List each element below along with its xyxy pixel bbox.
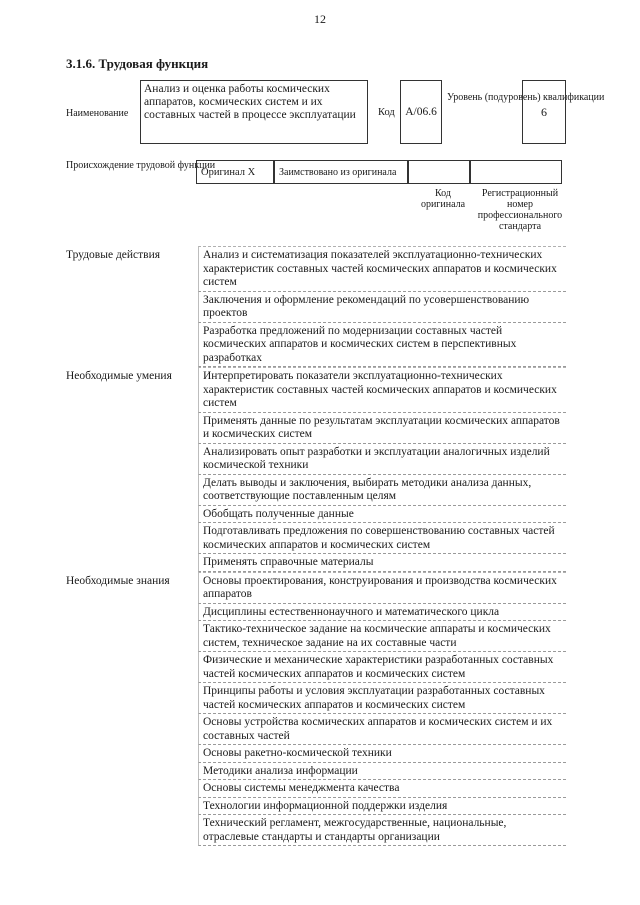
list-item: Делать выводы и заключения, выбирать методики анализа данных, соответствующие поставленным целям xyxy=(198,475,566,506)
section-labor-actions xyxy=(66,246,566,367)
origin-regnum-cell xyxy=(470,160,562,184)
list-item: Применять данные по результатам эксплуатации космических аппаратов и космических систем xyxy=(198,413,566,444)
list-item: Заключения и оформление рекомендаций по усовершенствованию проектов xyxy=(198,292,566,323)
list-item: Применять справочные материалы xyxy=(198,554,566,572)
list-item: Методики анализа информации xyxy=(198,763,566,781)
origin-code-cell xyxy=(408,160,470,184)
function-details xyxy=(66,246,566,846)
list-item: Физические и механические характеристики разработанных составных частей космических аппаратов и космических систем xyxy=(198,652,566,683)
list-item: Основы ракетно-космической техники xyxy=(198,745,566,763)
list-item: Подготавливать предложения по совершенствованию составных частей космических аппаратов и космических систем xyxy=(198,523,566,554)
code-value: А/06.6 xyxy=(400,80,442,144)
list-item: Технический регламент, межгосударственные, национальные, отраслевые стандарты и стандарты организации xyxy=(198,815,566,846)
list-item: Основы системы менеджмента качества xyxy=(198,780,566,798)
list-item: Дисциплины естественнонаучного и математического цикла xyxy=(198,604,566,622)
section-required-skills xyxy=(66,367,566,572)
list-item: Обобщать полученные данные xyxy=(198,506,566,524)
code-label: Код xyxy=(378,107,395,118)
section-title: 3.1.6. Трудовая функция xyxy=(66,56,209,71)
list-item: Разработка предложений по модернизации составных частей космических аппаратов и космических систем в перспективных разработках xyxy=(198,323,566,368)
origin-original-cell: Оригинал Х xyxy=(196,160,274,184)
origin-row xyxy=(196,160,562,184)
section-required-knowledge xyxy=(66,572,566,847)
name-label: Наименование xyxy=(66,108,129,119)
list-item: Основы устройства космических аппаратов и космических систем и их составных частей xyxy=(198,714,566,745)
name-value: Анализ и оценка работы космических аппаратов, космических систем и их составных частей в процессе эксплуатации xyxy=(140,80,368,144)
list-item: Анализ и систематизация показателей эксплуатационно-технических характеристик составных частей космических аппаратов и космических систем xyxy=(198,246,566,292)
list-item: Анализировать опыт разработки и эксплуатации аналогичных изделий космической техники xyxy=(198,444,566,475)
list-item: Принципы работы и условия эксплуатации разработанных составных частей космических аппаратов и космических систем xyxy=(198,683,566,714)
registration-number-caption: Регистрационный номер профессионального стандарта xyxy=(477,188,563,232)
section-label: Необходимые знания xyxy=(66,574,170,587)
section-label: Трудовые действия xyxy=(66,249,161,261)
list-item: Основы проектирования, конструирования и производства космических аппаратов xyxy=(198,572,566,604)
origin-label: Происхождение трудовой функции xyxy=(66,160,216,171)
page-number: 12 xyxy=(314,12,326,26)
list-item: Технологии информационной поддержки изделия xyxy=(198,798,566,816)
level-label: Уровень (подуровень) квалификации xyxy=(447,92,605,103)
level-value: 6 xyxy=(522,80,566,144)
list-item: Интерпретировать показатели эксплуатационно-технических характеристик составных частей космических аппаратов и космических систем xyxy=(198,367,566,413)
origin-borrowed-cell: Заимствовано из оригинала xyxy=(274,160,408,184)
section-label: Необходимые умения xyxy=(66,370,172,382)
list-item: Тактико-техническое задание на космические аппараты и космических систем, техническое задание на их составные части xyxy=(198,621,566,652)
code-of-original-caption: Код оригинала xyxy=(420,188,466,210)
